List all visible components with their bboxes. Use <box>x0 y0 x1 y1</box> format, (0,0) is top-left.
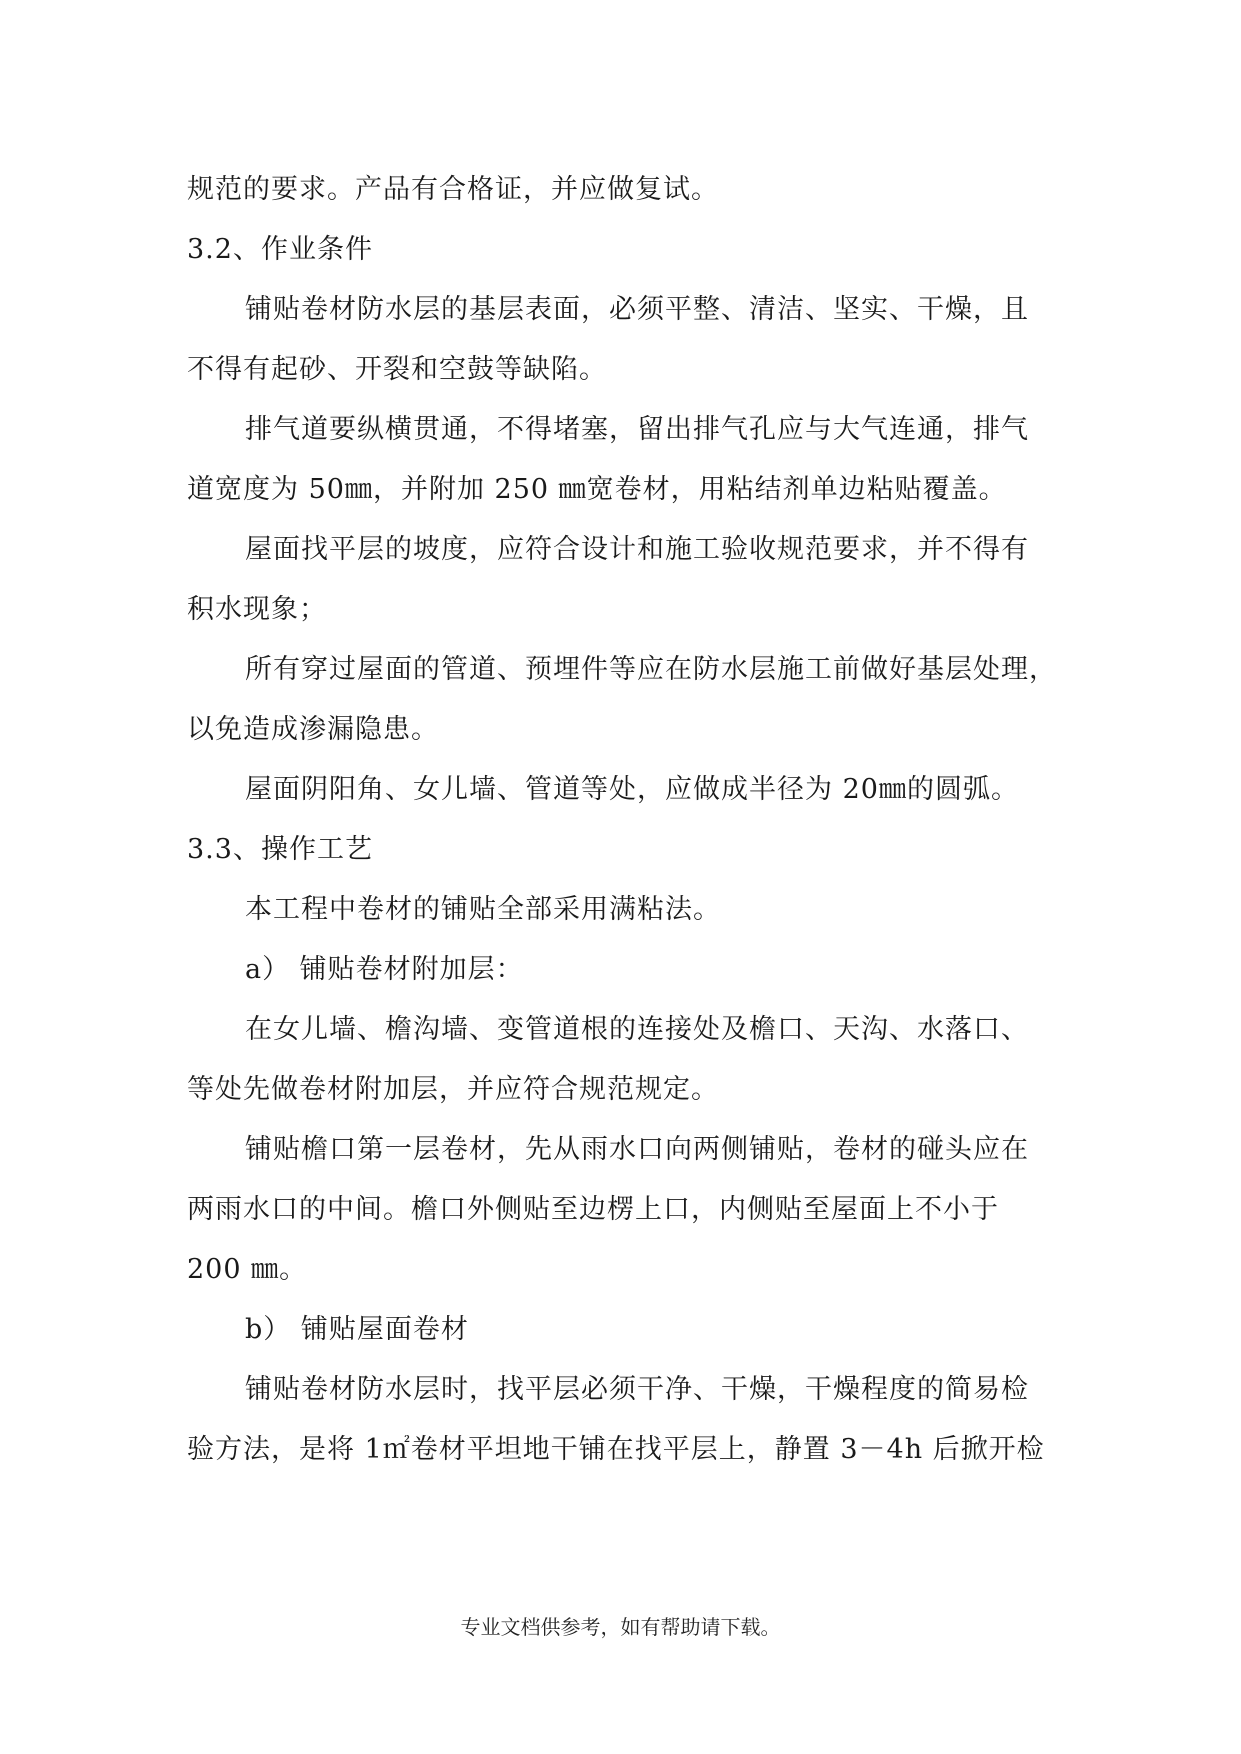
body-line: 200 ㎜。 <box>187 1254 308 1285</box>
body-line: 铺贴卷材防水层时，找平层必须干净、干燥，干燥程度的简易检 <box>245 1374 1029 1405</box>
body-line: 积水现象； <box>187 594 327 625</box>
body-line: 排气道要纵横贯通，不得堵塞，留出排气孔应与大气连通，排气 <box>245 414 1029 445</box>
document-body <box>187 160 1057 1480</box>
body-line: 铺贴卷材防水层的基层表面，必须平整、清洁、坚实、干燥，且 <box>245 294 1029 325</box>
body-line: 屋面找平层的坡度，应符合设计和施工验收规范要求，并不得有 <box>245 534 1029 565</box>
subsection-heading: a） 铺贴卷材附加层： <box>245 954 524 985</box>
body-line: 规范的要求。产品有合格证，并应做复试。 <box>187 174 719 205</box>
subsection-heading: b） 铺贴屋面卷材 <box>245 1314 469 1345</box>
body-line: 不得有起砂、开裂和空鼓等缺陷。 <box>187 354 607 385</box>
section-heading: 3.2、作业条件 <box>187 234 373 265</box>
body-line: 两雨水口的中间。檐口外侧贴至边楞上口，内侧贴至屋面上不小于 <box>187 1194 999 1225</box>
body-line: 在女儿墙、檐沟墙、变管道根的连接处及檐口、天沟、水落口、 <box>245 1014 1029 1045</box>
body-line: 本工程中卷材的铺贴全部采用满粘法。 <box>245 894 721 925</box>
body-line: 铺贴檐口第一层卷材，先从雨水口向两侧铺贴，卷材的碰头应在 <box>245 1134 1029 1165</box>
body-line: 以免造成渗漏隐患。 <box>187 714 439 745</box>
body-line: 道宽度为 50㎜，并附加 250 ㎜宽卷材，用粘结剂单边粘贴覆盖。 <box>187 474 1007 505</box>
body-line: 屋面阴阳角、女儿墙、管道等处，应做成半径为 20㎜的圆弧。 <box>245 774 1019 805</box>
section-heading: 3.3、操作工艺 <box>187 834 373 865</box>
page-footer: 专业文档供参考，如有帮助请下载。 <box>460 1615 781 1639</box>
body-line: 所有穿过屋面的管道、预埋件等应在防水层施工前做好基层处理， <box>245 654 1057 685</box>
body-line: 等处先做卷材附加层，并应符合规范规定。 <box>187 1074 719 1105</box>
body-line: 验方法，是将 1㎡卷材平坦地干铺在找平层上，静置 3－4h 后掀开检 <box>187 1434 1045 1465</box>
